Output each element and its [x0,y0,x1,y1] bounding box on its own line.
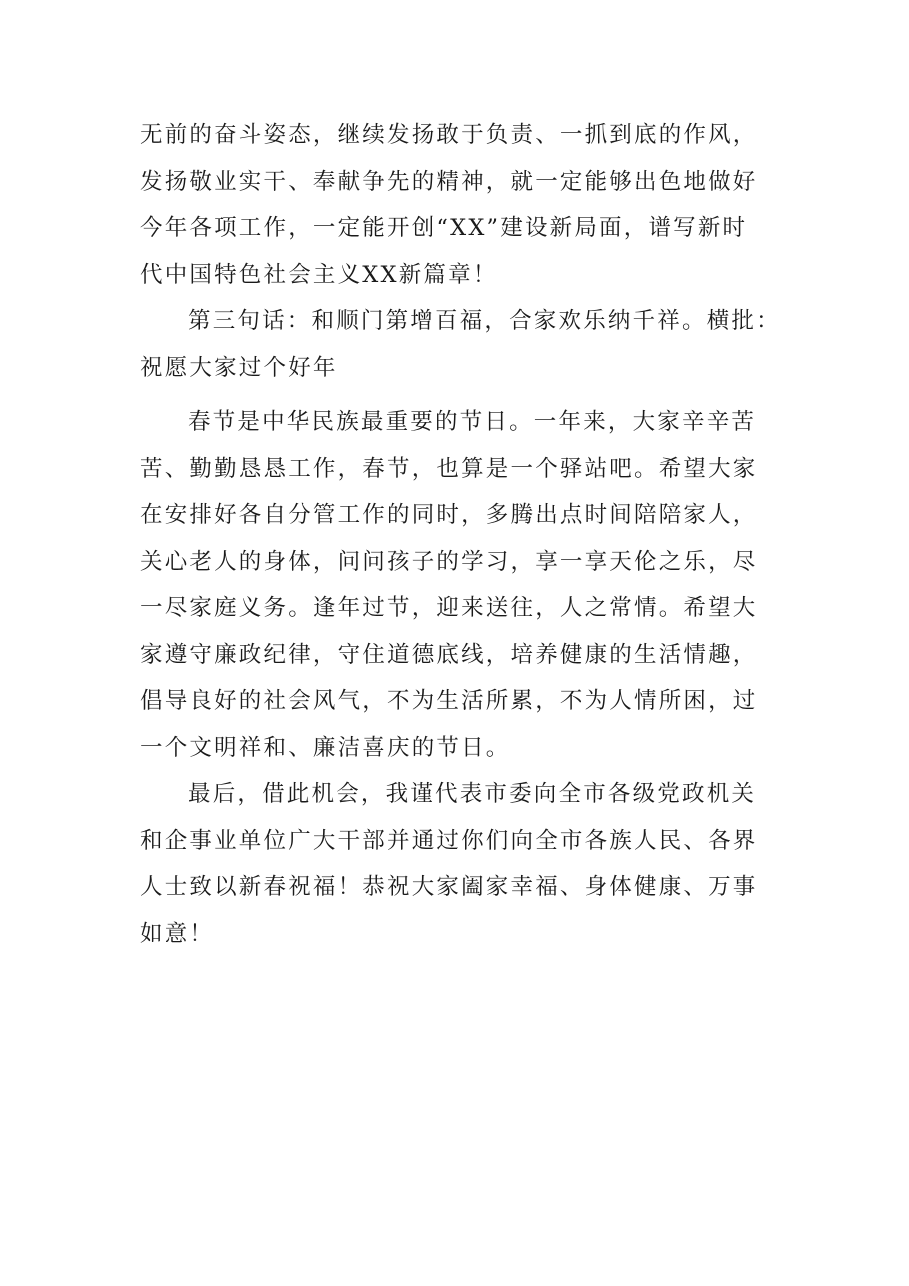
text-line: 人士致以新春祝福！恭祝大家阖家幸福、身体健康、万事 [140,874,758,900]
text-line: 今年各项工作，一定能开创“XX”建设新局面，谱写新时 [140,215,748,241]
paragraph-spring-festival [140,399,780,771]
text-line: 家遵守廉政纪律，守住道德底线，培养健康的生活情趣， [140,641,758,668]
heading-line: 祝愿大家过个好年 [140,354,338,381]
text-line: 苦、勤勤恳恳工作，春节，也算是一个驿站吧。希望大家 [140,455,758,482]
paragraph-continuation [140,112,780,298]
text-line: 如意！ [140,920,215,947]
text-line: 发扬敬业实干、奉献争先的精神，就一定能够出色地做好 [140,168,758,195]
text-line: 一个文明祥和、廉洁喜庆的节日。 [140,734,511,761]
text-line: 春节是中华民族最重要的节日。一年来，大家辛辛苦 [188,409,757,435]
paragraph-closing [140,771,780,957]
text-line: 倡导良好的社会风气，不为生活所累，不为人情所困，过 [140,688,758,714]
document-body [140,112,780,957]
text-line: 关心老人的身体，问问孩子的学习，享一享天伦之乐，尽 [140,548,758,575]
text-line: 一尽家庭义务。逢年过节，迎来送往，人之常情。希望大 [140,595,758,621]
text-line: 无前的奋斗姿态，继续发扬敢于负责、一抓到底的作风， [140,122,758,148]
text-line: 在安排好各自分管工作的同时，多腾出点时间陪陪家人， [140,502,758,528]
text-line: 最后，借此机会，我谨代表市委向全市各级党政机关 [188,781,757,807]
heading-line: 第三句话：和顺门第增百福，合家欢乐纳千祥。横批： [188,308,781,334]
text-line: 和企事业单位广大干部并通过你们向全市各族人民、各界 [140,827,758,854]
section-heading-third [140,298,780,391]
text-line: 代中国特色社会主义XX新篇章！ [140,261,498,288]
